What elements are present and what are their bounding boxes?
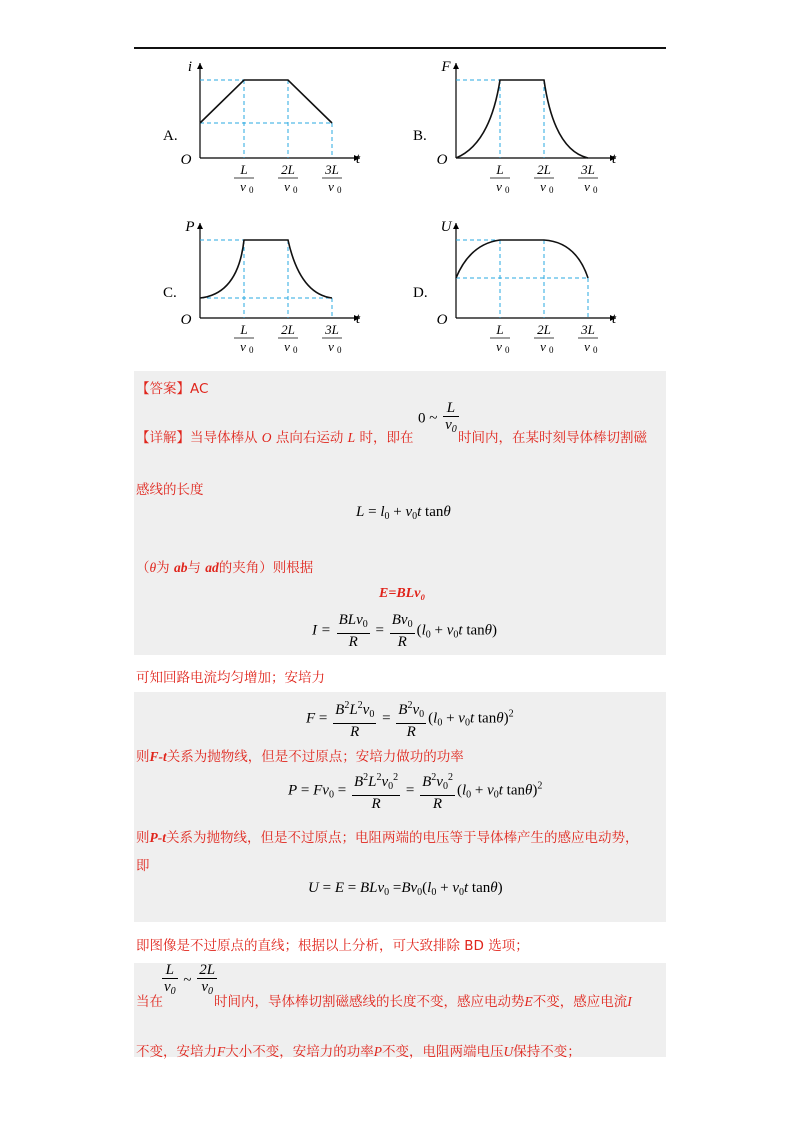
tick-denominator: v xyxy=(584,179,590,194)
detail-line-1-tail: 时间内，在某时刻导体棒切割磁 xyxy=(458,430,647,446)
tick-denominator-sub: 0 xyxy=(337,185,342,195)
origin-label: O xyxy=(436,312,448,328)
tick-numerator: 3L xyxy=(581,322,595,337)
tick-denominator-sub: 0 xyxy=(249,185,254,195)
range-fraction-1: 0 ~ $\frac{L}{v_0}$ xyxy=(418,400,457,435)
curve xyxy=(200,80,332,123)
tick-denominator-sub: 0 xyxy=(249,345,254,355)
tick-numerator: L xyxy=(240,322,248,337)
tick-denominator-sub: 0 xyxy=(293,185,298,195)
tick-denominator: v xyxy=(540,179,546,194)
tick-denominator: v xyxy=(540,339,546,354)
detail-line-1: 【详解】当导体棒从 O 点向右运动 L 时，即在 xyxy=(136,430,414,446)
tick-denominator-sub: 0 xyxy=(337,345,342,355)
graph-c xyxy=(180,218,380,353)
tick-denominator-sub: 0 xyxy=(505,345,510,355)
detail-line-current: 可知回路电流均匀增加；安培力 xyxy=(136,670,325,686)
tick-numerator: 2L xyxy=(281,162,295,177)
graph-a xyxy=(180,58,380,193)
y-axis-label: P xyxy=(185,219,195,235)
x-axis-label: t xyxy=(611,311,617,327)
tick-numerator: 3L xyxy=(325,162,339,177)
tick-numerator: L xyxy=(240,162,248,177)
tick-numerator: 2L xyxy=(537,162,551,177)
tick-denominator: v xyxy=(328,339,334,354)
detail-line-last: 不变，安培力F大小不变，安培力的功率P不变，电阻两端电压U保持不变； xyxy=(136,1044,581,1060)
tick-denominator-sub: 0 xyxy=(549,345,554,355)
tick-numerator: 3L xyxy=(325,322,339,337)
tick-denominator-sub: 0 xyxy=(549,185,554,195)
equation-voltage: $U = E = BLv_0 =Bv_0(l_0 + v_0t$ tanθ) xyxy=(308,880,503,898)
tick-denominator: v xyxy=(584,339,590,354)
detail-line-when-a: 当在 xyxy=(136,994,163,1010)
y-arrow xyxy=(453,63,459,69)
detail-line-angle: （θ为 ab与 ad的夹角）则根据 xyxy=(136,560,314,576)
detail-line-straight: 即图像是不过原点的直线；根据以上分析，可大致排除 BD 选项； xyxy=(136,938,529,954)
tick-denominator-sub: 0 xyxy=(505,185,510,195)
tick-numerator: L xyxy=(496,322,504,337)
equation-emf: E=BLv₀ xyxy=(379,586,426,601)
detail-line-2: 感线的长度 xyxy=(136,482,204,498)
detail-line-ji: 即 xyxy=(136,858,150,874)
y-arrow xyxy=(453,223,459,229)
top-rule xyxy=(134,47,666,49)
equation-power: $P = Fv_0$ = $\frac{B^2L^2v_0^2}{R}$ = $\frac{B^2v_0^2}{R}$ ($l_0 + v_0t$ tanθ)$^2$ xyxy=(288,772,543,812)
y-arrow xyxy=(197,63,203,69)
tick-numerator: 2L xyxy=(281,322,295,337)
tick-denominator-sub: 0 xyxy=(293,345,298,355)
origin-label: O xyxy=(436,152,448,168)
tick-denominator: v xyxy=(496,179,502,194)
origin-label: O xyxy=(180,312,192,328)
equation-length: $L = l_0 + v_0t$ tanθ xyxy=(356,504,451,522)
graph-d xyxy=(436,218,636,353)
tick-denominator: v xyxy=(240,339,246,354)
detail-line-when: 时间内，导体棒切割磁感线的长度不变，感应电动势E不变，感应电流I xyxy=(214,994,632,1010)
option-d-label: D. xyxy=(413,285,428,301)
curve xyxy=(200,240,332,298)
equation-current: I = $\frac{BLv_0}{R}$ = $\frac{Bv_0}{R}$ ($l_0 + v_0t$ tanθ) xyxy=(312,612,498,650)
curve xyxy=(456,240,588,278)
option-b-label: B. xyxy=(413,128,427,144)
tick-denominator: v xyxy=(328,179,334,194)
y-arrow xyxy=(197,223,203,229)
y-axis-label: U xyxy=(440,219,452,235)
tick-denominator-sub: 0 xyxy=(593,345,598,355)
tick-denominator: v xyxy=(240,179,246,194)
tick-denominator: v xyxy=(496,339,502,354)
equation-force: F = $\frac{B^2L^2v_0}{R}$ = $\frac{B^2v_0}{R}$ ($l_0 + v_0t$ tanθ)$^2$ xyxy=(306,700,514,740)
detail-line-power-relation: 则P-t关系为抛物线，但是不过原点；电阻两端的电压等于导体棒产生的感应电动势， xyxy=(136,830,639,846)
option-c-label: C. xyxy=(163,285,177,301)
tick-numerator: 3L xyxy=(581,162,595,177)
graph-b xyxy=(436,58,636,193)
tick-denominator: v xyxy=(284,339,290,354)
x-axis-label: t xyxy=(611,151,617,167)
tick-numerator: L xyxy=(496,162,504,177)
answer-line: 【答案】AC xyxy=(136,381,209,397)
range-fraction-2: $\frac{L}{v_0}$ ~ $\frac{2L}{v_0}$ xyxy=(164,962,216,997)
origin-label: O xyxy=(180,152,192,168)
option-a-label: A. xyxy=(163,128,178,144)
curve xyxy=(456,80,588,158)
y-axis-label: F xyxy=(441,59,451,75)
tick-denominator: v xyxy=(284,179,290,194)
tick-numerator: 2L xyxy=(537,322,551,337)
x-axis-label: t xyxy=(355,311,361,327)
tick-denominator-sub: 0 xyxy=(593,185,598,195)
x-axis-label: t xyxy=(355,151,361,167)
detail-line-force-relation: 则F-t关系为抛物线，但是不过原点；安培力做功的功率 xyxy=(136,749,464,765)
y-axis-label: i xyxy=(187,59,193,75)
